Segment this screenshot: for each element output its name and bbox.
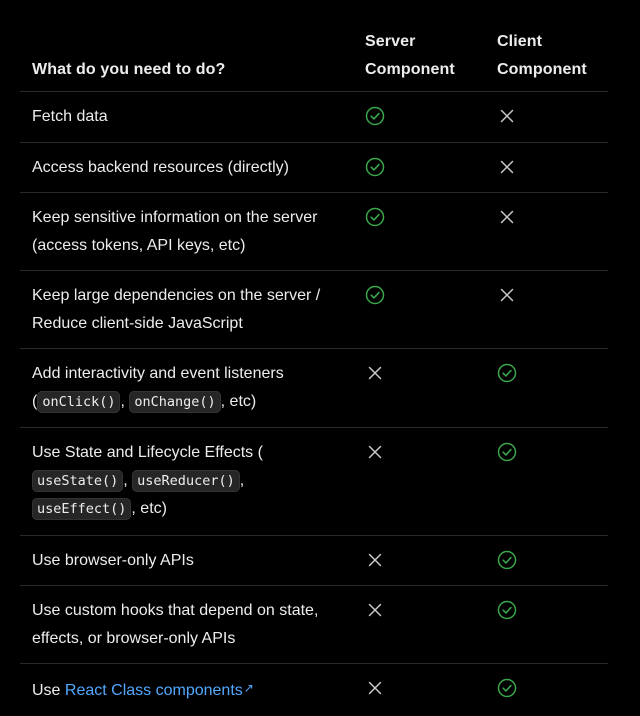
table-row [20,143,608,194]
task-text: Use custom hooks that depend on state, effects, or browser-only APIs [32,602,319,647]
task-cell [20,439,353,524]
header-server-line2: Component [365,61,455,78]
task-cell [20,547,353,575]
task-text: Access backend resources (directly) [32,158,289,176]
table-header [20,22,608,92]
header-server-component [353,28,485,91]
task-text: Add interactivity and event listeners ( [32,365,284,410]
server-cell [353,154,485,176]
server-cell [353,360,485,382]
check-icon [497,600,517,620]
client-cell [485,547,608,569]
client-cell [485,204,608,226]
header-client-component [485,28,608,91]
header-task: What do you need to do? [32,61,226,78]
server-cell [353,547,485,569]
check-icon [497,550,517,570]
task-text: , [123,471,133,489]
check-icon [497,678,517,698]
task-text: Use [32,682,65,699]
table-row [20,271,608,349]
task-cell [20,282,353,337]
cross-icon [365,363,385,383]
cross-icon [365,678,385,698]
table-row [20,193,608,271]
task-text: Fetch data [32,108,108,125]
check-icon [365,157,385,177]
check-icon [365,207,385,227]
table-row [20,92,608,143]
client-cell [485,154,608,176]
client-cell [485,675,608,697]
task-text: , etc) [131,500,167,517]
code-usestate: useState() [32,470,123,492]
header-client-line1: Client [497,33,543,50]
task-cell [20,597,353,652]
code-onchange: onChange() [129,391,220,413]
task-cell [20,103,353,131]
code-useeffect: useEffect() [32,498,131,520]
table-row [20,586,608,664]
check-icon [365,106,385,126]
table-row [20,664,608,716]
cross-icon [497,157,517,177]
client-cell [485,103,608,125]
check-icon [497,363,517,383]
code-usereducer: useReducer() [132,470,240,492]
header-server-line1: Server [365,33,416,50]
server-cell [353,204,485,226]
cross-icon [365,550,385,570]
client-cell [485,439,608,461]
table-row [20,536,608,587]
cross-icon [497,106,517,126]
server-cell [353,675,485,697]
task-text: Keep large dependencies on the server / Reduce client-side JavaScript [32,287,321,332]
task-cell [20,204,353,259]
react-class-components-link[interactable]: React Class components [64,682,243,699]
task-text: , [239,471,245,489]
table-row [20,428,608,536]
task-cell [20,154,353,182]
cross-icon [365,442,385,462]
code-onclick: onClick() [37,391,120,413]
header-client-line2: Component [497,61,587,78]
client-cell [485,597,608,619]
table-row [20,349,608,428]
cross-icon [365,600,385,620]
cross-icon [497,207,517,227]
cross-icon [497,285,517,305]
task-text: Keep sensitive information on the server (access tokens, API keys, etc) [32,209,318,254]
client-cell [485,282,608,304]
check-icon [497,442,517,462]
comparison-table [20,22,608,716]
server-cell [353,439,485,461]
server-cell [353,282,485,304]
task-text: Use browser-only APIs [32,551,194,569]
server-cell [353,103,485,125]
external-link-icon: ↗ [243,681,254,695]
task-text: , [120,392,130,410]
server-cell [353,597,485,619]
task-text: Use State and Lifecycle Effects ( [32,444,263,461]
client-cell [485,360,608,382]
check-icon [365,285,385,305]
task-cell [20,675,353,705]
task-cell [20,360,353,416]
task-text: , etc) [220,392,257,410]
